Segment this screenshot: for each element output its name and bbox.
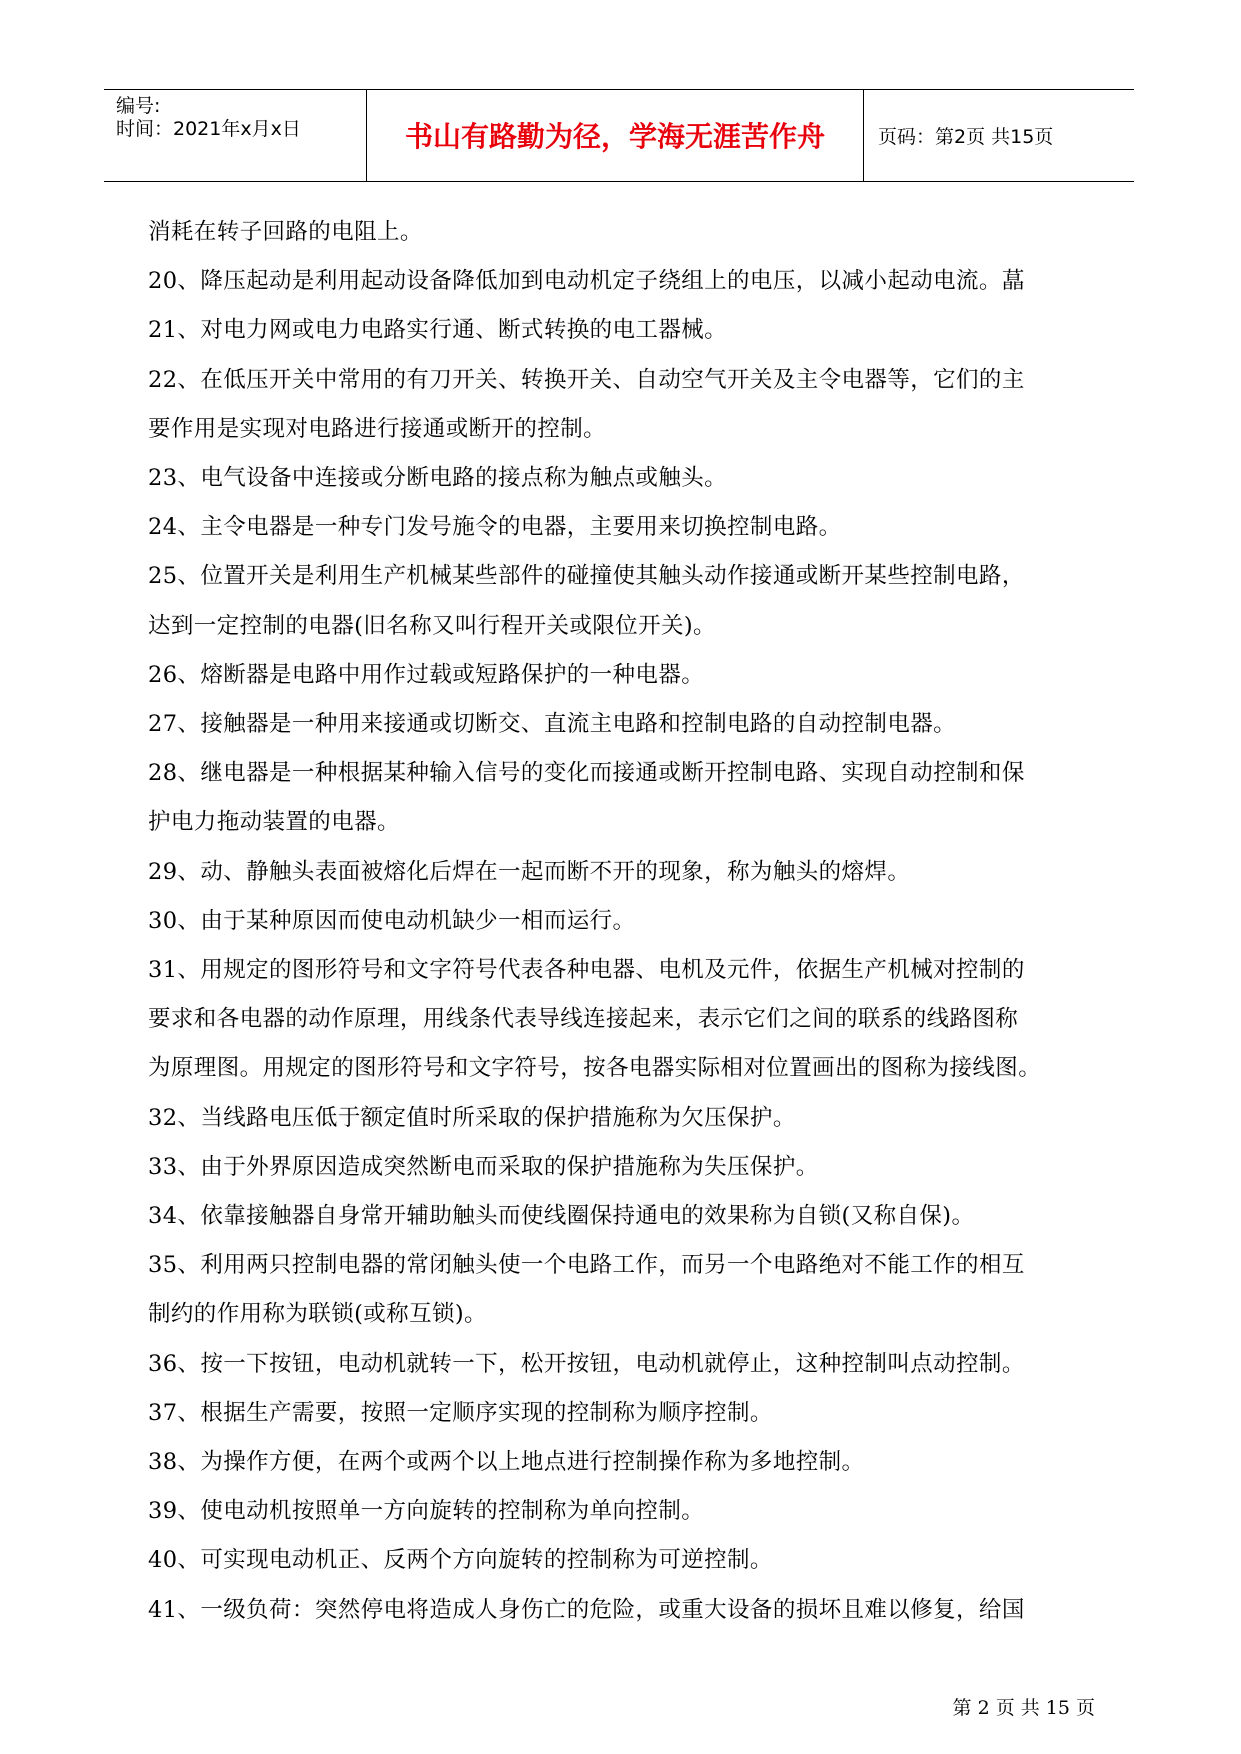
page-footer-number: 第 2 页 共 15 页 bbox=[952, 1697, 1095, 1719]
body-line: 30、由于某种原因而使电动机缺少一相而运行。 bbox=[148, 908, 636, 934]
page-header bbox=[104, 89, 1134, 182]
body-line: 护电力拖动装置的电器。 bbox=[148, 809, 400, 835]
body-line: 制约的作用称为联锁(或称互锁)。 bbox=[148, 1301, 487, 1327]
body-line: 36、按一下按钮，电动机就转一下，松开按钮，电动机就停止，这种控制叫点动控制。 bbox=[148, 1351, 1025, 1377]
body-line: 37、根据生产需要，按照一定顺序实现的控制称为顺序控制。 bbox=[148, 1400, 773, 1426]
body-line: 34、依靠接触器自身常开辅助触头而使线圈保持通电的效果称为自锁(又称自保)。 bbox=[148, 1203, 975, 1229]
body-line: 40、可实现电动机正、反两个方向旋转的控制称为可逆控制。 bbox=[148, 1547, 773, 1573]
document-code-label: 编号: bbox=[116, 95, 161, 117]
body-line: 25、位置开关是利用生产机械某些部件的碰撞使其触头动作接通或断开某些控制电路， bbox=[148, 563, 1025, 589]
body-line: 20、降压起动是利用起动设备降低加到电动机定子绕组上的电压，以减小起动电流。蕌 bbox=[148, 268, 1025, 294]
body-line: 38、为操作方便，在两个或两个以上地点进行控制操作称为多地控制。 bbox=[148, 1449, 865, 1475]
body-line: 41、一级负荷：突然停电将造成人身伤亡的危险，或重大设备的损坏且难以修复，给国 bbox=[148, 1597, 1025, 1623]
body-line: 22、在低压开关中常用的有刀开关、转换开关、自动空气开关及主令电器等，它们的主 bbox=[148, 367, 1025, 393]
body-line: 要求和各电器的动作原理，用线条代表导线连接起来，表示它们之间的联系的线路图称 bbox=[148, 1006, 1019, 1032]
header-page-cell bbox=[864, 90, 1134, 181]
body-line: 为原理图。用规定的图形符号和文字符号，按各电器实际相对位置画出的图称为接线图。 bbox=[148, 1055, 1042, 1081]
body-line: 27、接触器是一种用来接通或切断交、直流主电路和控制电路的自动控制电器。 bbox=[148, 711, 957, 737]
header-page-info: 页码：第2页 共15页 bbox=[878, 126, 1054, 148]
body-line: 要作用是实现对电路进行接通或断开的控制。 bbox=[148, 416, 607, 442]
body-line: 23、电气设备中连接或分断电路的接点称为触点或触头。 bbox=[148, 465, 728, 491]
header-info-cell bbox=[104, 90, 367, 181]
body-line: 31、用规定的图形符号和文字符号代表各种电器、电机及元件，依据生产机械对控制的 bbox=[148, 957, 1025, 983]
body-line: 29、动、静触头表面被熔化后焊在一起而断不开的现象，称为触头的熔焊。 bbox=[148, 859, 911, 885]
body-line: 32、当线路电压低于额定值时所采取的保护措施称为欠压保护。 bbox=[148, 1105, 796, 1131]
body-line: 28、继电器是一种根据某种输入信号的变化而接通或断开控制电路、实现自动控制和保 bbox=[148, 760, 1025, 786]
body-line: 达到一定控制的电器(旧名称又叫行程开关或限位开关)。 bbox=[148, 613, 716, 639]
body-line: 24、主令电器是一种专门发号施令的电器，主要用来切换控制电路。 bbox=[148, 514, 842, 540]
header-motto-cell bbox=[367, 90, 864, 181]
body-line: 26、熔断器是电路中用作过载或短路保护的一种电器。 bbox=[148, 662, 705, 688]
body-line: 39、使电动机按照单一方向旋转的控制称为单向控制。 bbox=[148, 1498, 705, 1524]
document-time-label: 时间：2021年x月x日 bbox=[116, 118, 301, 140]
body-line: 21、对电力网或电力电路实行通、断式转换的电工器械。 bbox=[148, 317, 728, 343]
header-motto: 书山有路勤为径，学海无涯苦作舟 bbox=[404, 120, 825, 153]
body-line: 35、利用两只控制电器的常闭触头使一个电路工作，而另一个电路绝对不能工作的相互 bbox=[148, 1252, 1025, 1278]
body-line: 消耗在转子回路的电阻上。 bbox=[148, 219, 423, 245]
body-line: 33、由于外界原因造成突然断电而采取的保护措施称为失压保护。 bbox=[148, 1154, 819, 1180]
